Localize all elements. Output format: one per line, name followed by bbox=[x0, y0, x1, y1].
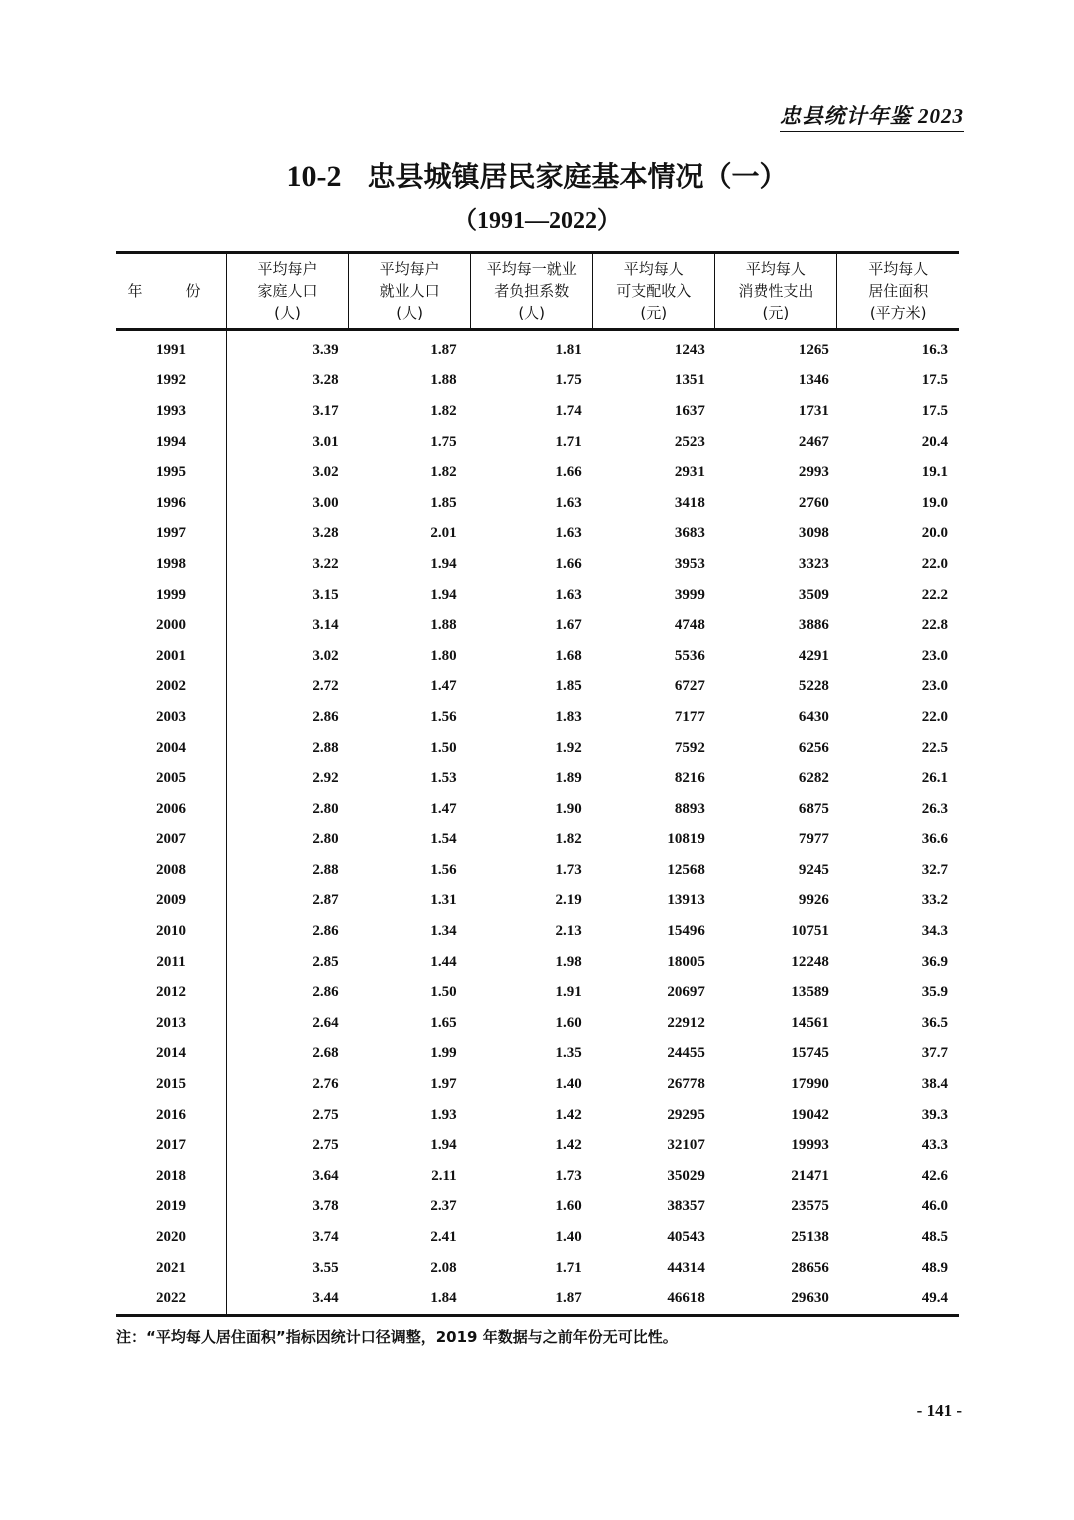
value-cell: 2.86 bbox=[312, 923, 339, 940]
value-cell: 2.88 bbox=[312, 739, 339, 756]
value-cell: 5536 bbox=[674, 647, 705, 664]
table-row bbox=[116, 1100, 959, 1131]
table-row bbox=[116, 641, 959, 672]
value-cell: 35029 bbox=[667, 1167, 705, 1184]
year-cell: 2002 bbox=[116, 672, 227, 703]
value-cell: 19993 bbox=[791, 1137, 829, 1154]
value-cell: 3683 bbox=[674, 525, 705, 542]
value-cell: 44314 bbox=[667, 1259, 705, 1276]
column-header-line: (人) bbox=[518, 304, 546, 322]
value-cell: 2467 bbox=[798, 433, 829, 450]
value-cell: 10751 bbox=[791, 923, 829, 940]
year-cell: 1993 bbox=[116, 396, 227, 427]
column-header-line: 平均每人 bbox=[868, 260, 929, 278]
value-cell: 38357 bbox=[667, 1198, 705, 1215]
value-cell: 1.81 bbox=[555, 341, 582, 358]
year-cell: 2017 bbox=[116, 1130, 227, 1161]
value-cell: 3999 bbox=[674, 586, 705, 603]
value-cell: 2.41 bbox=[430, 1229, 457, 1246]
table-row bbox=[116, 733, 959, 764]
value-cell: 2523 bbox=[674, 433, 705, 450]
value-cell: 3.15 bbox=[312, 586, 339, 603]
column-header-0 bbox=[116, 253, 227, 330]
value-cell: 1.63 bbox=[555, 586, 582, 603]
value-cell: 3.44 bbox=[312, 1290, 339, 1307]
column-header-4 bbox=[593, 253, 715, 330]
footnote: 注：“平均每人居住面积”指标因统计口径调整，2019 年数据与之前年份无可比性。 bbox=[116, 1328, 678, 1346]
year-cell: 2006 bbox=[116, 794, 227, 825]
value-cell: 1.99 bbox=[430, 1045, 457, 1062]
value-cell: 3.17 bbox=[312, 402, 339, 419]
value-cell: 1.54 bbox=[430, 831, 457, 848]
table-row bbox=[116, 1222, 959, 1253]
year-cell: 1997 bbox=[116, 519, 227, 550]
value-cell: 9245 bbox=[798, 861, 829, 878]
value-cell: 3.14 bbox=[312, 617, 339, 634]
value-cell: 17990 bbox=[791, 1076, 829, 1093]
value-cell: 14561 bbox=[791, 1014, 829, 1031]
year-cell: 2014 bbox=[116, 1039, 227, 1070]
value-cell: 1.50 bbox=[430, 739, 457, 756]
value-cell: 6430 bbox=[798, 708, 829, 725]
value-cell: 1.89 bbox=[555, 770, 582, 787]
value-cell: 39.3 bbox=[921, 1106, 948, 1123]
value-cell: 1.85 bbox=[430, 494, 457, 511]
value-cell: 26778 bbox=[667, 1076, 705, 1093]
year-cell: 2021 bbox=[116, 1253, 227, 1284]
value-cell: 1.84 bbox=[430, 1290, 457, 1307]
column-header-1 bbox=[227, 253, 349, 330]
column-header-line: (元) bbox=[640, 304, 668, 322]
year-cell: 1992 bbox=[116, 366, 227, 397]
year-cell: 1994 bbox=[116, 427, 227, 458]
value-cell: 1346 bbox=[798, 372, 829, 389]
value-cell: 1731 bbox=[798, 402, 829, 419]
year-cell: 2016 bbox=[116, 1100, 227, 1131]
value-cell: 3953 bbox=[674, 555, 705, 572]
page-number: - 141 - bbox=[916, 1401, 962, 1420]
column-header-line: (平方米) bbox=[869, 304, 927, 322]
year-cell: 2013 bbox=[116, 1008, 227, 1039]
header-row bbox=[116, 253, 959, 330]
value-cell: 1.71 bbox=[555, 433, 582, 450]
value-cell: 1243 bbox=[674, 341, 705, 358]
value-cell: 21471 bbox=[791, 1167, 829, 1184]
year-cell: 1991 bbox=[116, 330, 227, 366]
table-row bbox=[116, 916, 959, 947]
table-row bbox=[116, 1069, 959, 1100]
table-row bbox=[116, 855, 959, 886]
value-cell: 4291 bbox=[798, 647, 829, 664]
value-cell: 8216 bbox=[674, 770, 705, 787]
value-cell: 1.47 bbox=[430, 800, 457, 817]
table-row bbox=[116, 1192, 959, 1223]
value-cell: 2.92 bbox=[312, 770, 339, 787]
value-cell: 1.31 bbox=[430, 892, 457, 909]
table-row bbox=[116, 977, 959, 1008]
value-cell: 26.1 bbox=[921, 770, 948, 787]
value-cell: 3098 bbox=[798, 525, 829, 542]
table-row bbox=[116, 1130, 959, 1161]
value-cell: 1.91 bbox=[555, 984, 582, 1001]
year-cell: 2003 bbox=[116, 702, 227, 733]
year-cell: 2018 bbox=[116, 1161, 227, 1192]
value-cell: 1.93 bbox=[430, 1106, 457, 1123]
table-row bbox=[116, 1039, 959, 1070]
value-cell: 6282 bbox=[798, 770, 829, 787]
value-cell: 36.6 bbox=[921, 831, 948, 848]
column-header-line: 平均每户 bbox=[379, 260, 440, 278]
value-cell: 1.94 bbox=[430, 1137, 457, 1154]
table-row bbox=[116, 702, 959, 733]
value-cell: 2931 bbox=[674, 464, 705, 481]
running-header: 忠县统计年鉴 2023 bbox=[780, 100, 964, 132]
column-header-line: (人) bbox=[396, 304, 423, 322]
year-cell: 1996 bbox=[116, 488, 227, 519]
value-cell: 20.4 bbox=[921, 433, 948, 450]
value-cell: 15745 bbox=[791, 1045, 829, 1062]
value-cell: 12568 bbox=[667, 861, 705, 878]
value-cell: 1.74 bbox=[555, 402, 582, 419]
value-cell: 3.00 bbox=[312, 494, 339, 511]
value-cell: 2.13 bbox=[555, 923, 582, 940]
value-cell: 1.65 bbox=[430, 1014, 457, 1031]
year-cell: 2011 bbox=[116, 947, 227, 978]
value-cell: 40543 bbox=[667, 1229, 705, 1246]
value-cell: 1.82 bbox=[430, 402, 457, 419]
value-cell: 2.86 bbox=[312, 984, 339, 1001]
value-cell: 38.4 bbox=[921, 1076, 948, 1093]
value-cell: 29295 bbox=[667, 1106, 705, 1123]
value-cell: 48.9 bbox=[921, 1259, 948, 1276]
table-number: 10-2 bbox=[286, 160, 342, 193]
column-header-3 bbox=[471, 253, 593, 330]
value-cell: 1.85 bbox=[555, 678, 582, 695]
value-cell: 1.73 bbox=[555, 861, 582, 878]
value-cell: 1.35 bbox=[555, 1045, 582, 1062]
value-cell: 3.64 bbox=[312, 1167, 339, 1184]
value-cell: 1.71 bbox=[555, 1259, 582, 1276]
value-cell: 46.0 bbox=[921, 1198, 948, 1215]
value-cell: 6727 bbox=[674, 678, 705, 695]
value-cell: 23.0 bbox=[921, 678, 948, 695]
value-cell: 1.63 bbox=[555, 494, 582, 511]
value-cell: 1.82 bbox=[555, 831, 582, 848]
value-cell: 23.0 bbox=[921, 647, 948, 664]
value-cell: 2.88 bbox=[312, 861, 339, 878]
value-cell: 16.3 bbox=[921, 341, 948, 358]
value-cell: 15496 bbox=[667, 923, 705, 940]
value-cell: 1.40 bbox=[555, 1076, 582, 1093]
value-cell: 32.7 bbox=[921, 861, 948, 878]
table-row bbox=[116, 794, 959, 825]
column-header-line: 消费性支出 bbox=[738, 282, 814, 300]
value-cell: 1.94 bbox=[430, 555, 457, 572]
column-header-line: 平均每人 bbox=[623, 260, 684, 278]
value-cell: 1.68 bbox=[555, 647, 582, 664]
table-row bbox=[116, 1253, 959, 1284]
value-cell: 2.01 bbox=[430, 525, 457, 542]
value-cell: 35.9 bbox=[921, 984, 948, 1001]
value-cell: 32107 bbox=[667, 1137, 705, 1154]
value-cell: 1.66 bbox=[555, 464, 582, 481]
value-cell: 4748 bbox=[674, 617, 705, 634]
value-cell: 1351 bbox=[674, 372, 705, 389]
year-cell: 2000 bbox=[116, 610, 227, 641]
value-cell: 2.68 bbox=[312, 1045, 339, 1062]
year-cell: 1995 bbox=[116, 457, 227, 488]
value-cell: 2.80 bbox=[312, 800, 339, 817]
value-cell: 7177 bbox=[674, 708, 705, 725]
year-cell: 2008 bbox=[116, 855, 227, 886]
table-body bbox=[116, 330, 959, 1316]
column-header-line: 年 份 bbox=[127, 282, 215, 300]
value-cell: 2.87 bbox=[312, 892, 339, 909]
table-row bbox=[116, 396, 959, 427]
column-header-line: 可支配收入 bbox=[616, 282, 692, 300]
year-cell: 2007 bbox=[116, 825, 227, 856]
column-header-line: 平均每一就业 bbox=[486, 260, 577, 278]
table-title bbox=[0, 155, 1074, 195]
value-cell: 2.64 bbox=[312, 1014, 339, 1031]
value-cell: 3418 bbox=[674, 494, 705, 511]
year-cell: 2004 bbox=[116, 733, 227, 764]
table-row bbox=[116, 519, 959, 550]
value-cell: 7977 bbox=[798, 831, 829, 848]
value-cell: 22.0 bbox=[921, 555, 948, 572]
value-cell: 1.56 bbox=[430, 708, 457, 725]
value-cell: 1.94 bbox=[430, 586, 457, 603]
value-cell: 3.78 bbox=[312, 1198, 339, 1215]
value-cell: 22.2 bbox=[921, 586, 948, 603]
value-cell: 13589 bbox=[791, 984, 829, 1001]
value-cell: 1.56 bbox=[430, 861, 457, 878]
column-header-line: 家庭人口 bbox=[257, 282, 318, 300]
value-cell: 1.90 bbox=[555, 800, 582, 817]
value-cell: 26.3 bbox=[921, 800, 948, 817]
value-cell: 3509 bbox=[798, 586, 829, 603]
value-cell: 1.60 bbox=[555, 1198, 582, 1215]
year-cell: 2022 bbox=[116, 1283, 227, 1315]
value-cell: 1.42 bbox=[555, 1137, 582, 1154]
year-cell: 1998 bbox=[116, 549, 227, 580]
year-cell: 2015 bbox=[116, 1069, 227, 1100]
value-cell: 36.9 bbox=[921, 953, 948, 970]
year-cell: 2012 bbox=[116, 977, 227, 1008]
table-row bbox=[116, 1283, 959, 1315]
column-header-line: (人) bbox=[274, 304, 301, 322]
value-cell: 1637 bbox=[674, 402, 705, 419]
value-cell: 22912 bbox=[667, 1014, 705, 1031]
value-cell: 8893 bbox=[674, 800, 705, 817]
value-cell: 22.5 bbox=[921, 739, 948, 756]
table-row bbox=[116, 886, 959, 917]
value-cell: 48.5 bbox=[921, 1229, 948, 1246]
value-cell: 19.1 bbox=[921, 464, 948, 481]
value-cell: 3886 bbox=[798, 617, 829, 634]
value-cell: 7592 bbox=[674, 739, 705, 756]
table-row bbox=[116, 366, 959, 397]
value-cell: 1.40 bbox=[555, 1229, 582, 1246]
value-cell: 2.37 bbox=[430, 1198, 457, 1215]
value-cell: 1.50 bbox=[430, 984, 457, 1001]
column-header-5 bbox=[715, 253, 837, 330]
value-cell: 9926 bbox=[798, 892, 829, 909]
value-cell: 18005 bbox=[667, 953, 705, 970]
column-header-line: 就业人口 bbox=[379, 282, 440, 300]
year-cell: 1999 bbox=[116, 580, 227, 611]
value-cell: 1.82 bbox=[430, 464, 457, 481]
value-cell: 2.75 bbox=[312, 1106, 339, 1123]
value-cell: 29630 bbox=[791, 1290, 829, 1307]
value-cell: 22.8 bbox=[921, 617, 948, 634]
table-row bbox=[116, 610, 959, 641]
value-cell: 49.4 bbox=[921, 1290, 948, 1307]
value-cell: 3.01 bbox=[312, 433, 339, 450]
table-subtitle: （1991—2022） bbox=[453, 208, 621, 234]
column-header-line: 平均每户 bbox=[257, 260, 318, 278]
value-cell: 1.53 bbox=[430, 770, 457, 787]
column-header-line: (元) bbox=[762, 304, 790, 322]
value-cell: 23575 bbox=[791, 1198, 829, 1215]
value-cell: 2.75 bbox=[312, 1137, 339, 1154]
value-cell: 25138 bbox=[791, 1229, 829, 1246]
column-header-2 bbox=[349, 253, 471, 330]
value-cell: 1.66 bbox=[555, 555, 582, 572]
table-row bbox=[116, 825, 959, 856]
value-cell: 1.34 bbox=[430, 923, 457, 940]
value-cell: 1.42 bbox=[555, 1106, 582, 1123]
value-cell: 3.22 bbox=[312, 555, 339, 572]
value-cell: 3.55 bbox=[312, 1259, 339, 1276]
value-cell: 2.80 bbox=[312, 831, 339, 848]
value-cell: 3.02 bbox=[312, 464, 339, 481]
value-cell: 33.2 bbox=[921, 892, 948, 909]
value-cell: 2993 bbox=[798, 464, 829, 481]
value-cell: 12248 bbox=[791, 953, 829, 970]
value-cell: 3.74 bbox=[312, 1229, 339, 1246]
value-cell: 19042 bbox=[791, 1106, 829, 1123]
value-cell: 3.39 bbox=[312, 341, 339, 358]
value-cell: 1.44 bbox=[430, 953, 457, 970]
value-cell: 3.02 bbox=[312, 647, 339, 664]
value-cell: 2.76 bbox=[312, 1076, 339, 1093]
column-header-line: 平均每人 bbox=[745, 260, 806, 278]
column-header-line: 者负担系数 bbox=[494, 282, 570, 300]
table-row bbox=[116, 947, 959, 978]
value-cell: 2.08 bbox=[430, 1259, 457, 1276]
year-cell: 2020 bbox=[116, 1222, 227, 1253]
value-cell: 13913 bbox=[667, 892, 705, 909]
value-cell: 1.63 bbox=[555, 525, 582, 542]
value-cell: 2.72 bbox=[312, 678, 339, 695]
value-cell: 22.0 bbox=[921, 708, 948, 725]
value-cell: 1.75 bbox=[430, 433, 457, 450]
value-cell: 1.73 bbox=[555, 1167, 582, 1184]
value-cell: 1.47 bbox=[430, 678, 457, 695]
column-header-6 bbox=[837, 253, 959, 330]
value-cell: 1.67 bbox=[555, 617, 582, 634]
value-cell: 46618 bbox=[667, 1290, 705, 1307]
value-cell: 37.7 bbox=[921, 1045, 948, 1062]
value-cell: 1.92 bbox=[555, 739, 582, 756]
value-cell: 2760 bbox=[798, 494, 829, 511]
value-cell: 2.19 bbox=[555, 892, 582, 909]
value-cell: 36.5 bbox=[921, 1014, 948, 1031]
value-cell: 43.3 bbox=[921, 1137, 948, 1154]
value-cell: 3323 bbox=[798, 555, 829, 572]
year-cell: 2019 bbox=[116, 1192, 227, 1223]
table-row bbox=[116, 330, 959, 366]
table-row bbox=[116, 763, 959, 794]
value-cell: 3.28 bbox=[312, 525, 339, 542]
value-cell: 17.5 bbox=[921, 372, 948, 389]
value-cell: 3.28 bbox=[312, 372, 339, 389]
value-cell: 19.0 bbox=[921, 494, 948, 511]
value-cell: 42.6 bbox=[921, 1167, 948, 1184]
value-cell: 1.60 bbox=[555, 1014, 582, 1031]
value-cell: 28656 bbox=[791, 1259, 829, 1276]
year-cell: 2009 bbox=[116, 886, 227, 917]
value-cell: 5228 bbox=[798, 678, 829, 695]
value-cell: 1.75 bbox=[555, 372, 582, 389]
value-cell: 1.83 bbox=[555, 708, 582, 725]
year-cell: 2001 bbox=[116, 641, 227, 672]
table-row bbox=[116, 457, 959, 488]
value-cell: 20697 bbox=[667, 984, 705, 1001]
value-cell: 34.3 bbox=[921, 923, 948, 940]
value-cell: 1.88 bbox=[430, 617, 457, 634]
year-cell: 2010 bbox=[116, 916, 227, 947]
value-cell: 6256 bbox=[798, 739, 829, 756]
value-cell: 1.97 bbox=[430, 1076, 457, 1093]
value-cell: 1.87 bbox=[555, 1290, 582, 1307]
value-cell: 6875 bbox=[798, 800, 829, 817]
value-cell: 1.88 bbox=[430, 372, 457, 389]
value-cell: 2.85 bbox=[312, 953, 339, 970]
value-cell: 2.86 bbox=[312, 708, 339, 725]
table-title-text: 忠县城镇居民家庭基本情况（一） bbox=[367, 160, 788, 193]
table-row bbox=[116, 427, 959, 458]
table-row bbox=[116, 1161, 959, 1192]
value-cell: 24455 bbox=[667, 1045, 705, 1062]
value-cell: 1.98 bbox=[555, 953, 582, 970]
value-cell: 20.0 bbox=[921, 525, 948, 542]
table-row bbox=[116, 488, 959, 519]
table-row bbox=[116, 549, 959, 580]
value-cell: 10819 bbox=[667, 831, 705, 848]
column-header-line: 居住面积 bbox=[868, 282, 929, 300]
value-cell: 17.5 bbox=[921, 402, 948, 419]
year-cell: 2005 bbox=[116, 763, 227, 794]
value-cell: 1.87 bbox=[430, 341, 457, 358]
value-cell: 1265 bbox=[798, 341, 829, 358]
value-cell: 1.80 bbox=[430, 647, 457, 664]
value-cell: 2.11 bbox=[431, 1167, 457, 1184]
table-row bbox=[116, 672, 959, 703]
table-row bbox=[116, 1008, 959, 1039]
data-table bbox=[116, 251, 959, 1317]
table-row bbox=[116, 580, 959, 611]
